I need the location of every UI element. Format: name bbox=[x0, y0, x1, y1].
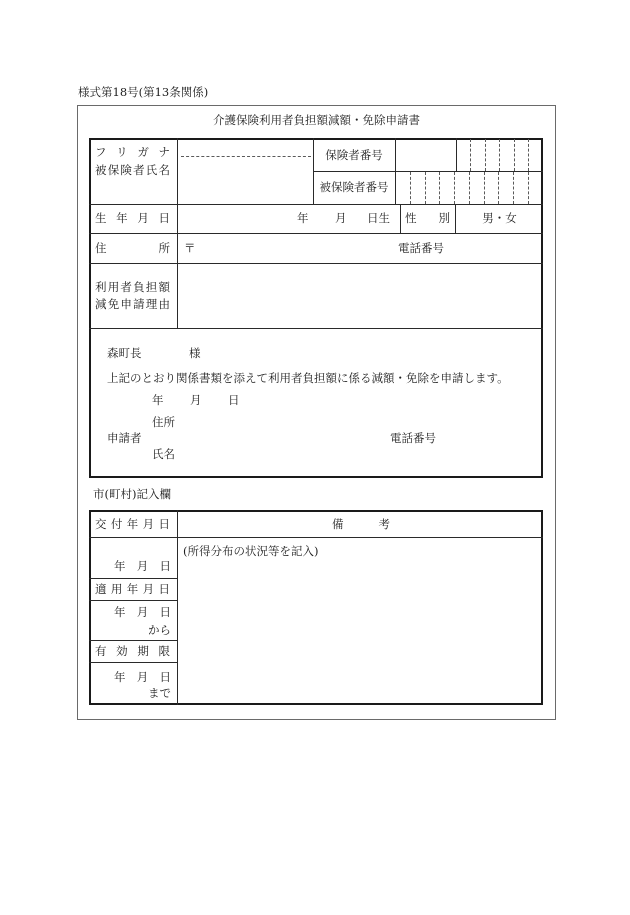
label-character: 日 bbox=[159, 605, 171, 619]
label-character: 適 bbox=[95, 582, 107, 596]
insured-name-label bbox=[95, 163, 170, 177]
label-character: 理 bbox=[145, 297, 158, 311]
insured-number-digit-divider bbox=[469, 172, 470, 204]
until-suffix: まで bbox=[148, 686, 171, 700]
applicant-address-label: 住所 bbox=[152, 415, 175, 429]
addressee: 森町長 bbox=[107, 346, 142, 360]
office-use-heading: 市(町村)記入欄 bbox=[93, 487, 171, 501]
insured-number-digit-divider bbox=[498, 172, 499, 204]
remarks-field bbox=[178, 538, 542, 704]
label-character: 険 bbox=[120, 163, 132, 177]
label-character: 免 bbox=[107, 297, 120, 311]
applicant-phone-label: 電話番号 bbox=[390, 431, 436, 445]
label-character: 利 bbox=[95, 280, 107, 294]
insured-number-digit-divider bbox=[439, 172, 440, 204]
validity-label bbox=[95, 644, 170, 658]
issue-date-label bbox=[95, 517, 170, 531]
form-number: 様式第18号(第13条関係) bbox=[78, 85, 209, 99]
label-character: 保 bbox=[107, 163, 120, 177]
label-character: 者 bbox=[133, 163, 145, 177]
label-character: 用 bbox=[110, 582, 123, 596]
label-character: 生 bbox=[95, 211, 107, 225]
insured-number-digit-divider bbox=[454, 172, 455, 204]
label-character: 担 bbox=[145, 280, 158, 294]
label-character: 月 bbox=[136, 670, 149, 684]
column-divider bbox=[400, 204, 401, 233]
label-character: 年 bbox=[126, 517, 139, 531]
gender-label bbox=[405, 211, 450, 225]
row-divider bbox=[89, 578, 177, 579]
declaration-statement: 上記のとおり関係書類を添えて利用者負担額に係る減額・免除を申請します。 bbox=[107, 371, 509, 385]
reason-label-line1 bbox=[95, 280, 170, 294]
label-character: 日 bbox=[159, 670, 171, 684]
insurer-number-digit-divider bbox=[470, 139, 471, 171]
label-character: 日 bbox=[158, 517, 170, 531]
label-character: 交 bbox=[95, 517, 107, 531]
row-divider bbox=[89, 600, 177, 601]
label-character: 氏 bbox=[145, 163, 158, 177]
birthdate-label bbox=[95, 211, 170, 225]
row-divider bbox=[89, 640, 177, 641]
validity-date-blank bbox=[114, 670, 171, 684]
declaration-month-unit: 月 bbox=[190, 393, 202, 407]
remarks-label bbox=[332, 517, 390, 531]
insured-number-label: 被保険者番号 bbox=[319, 180, 389, 194]
label-character: 月 bbox=[142, 517, 155, 531]
row-divider bbox=[89, 328, 543, 329]
declaration-day-unit: 日 bbox=[228, 393, 240, 407]
insured-number-digit-divider bbox=[513, 172, 514, 204]
label-character: 月 bbox=[137, 211, 149, 225]
label-character: ガ bbox=[137, 145, 149, 159]
label-character: 負 bbox=[133, 280, 145, 294]
label-character: 限 bbox=[158, 644, 170, 658]
label-character: 日 bbox=[158, 582, 170, 596]
label-character: 有 bbox=[95, 644, 107, 658]
from-suffix: から bbox=[148, 623, 171, 637]
label-character: 申 bbox=[120, 297, 132, 311]
label-character: 月 bbox=[136, 605, 149, 619]
row-divider bbox=[89, 204, 543, 205]
column-divider bbox=[456, 138, 457, 171]
phone-label: 電話番号 bbox=[398, 241, 444, 255]
column-divider bbox=[395, 138, 396, 204]
birthdate-month-unit: 月 bbox=[335, 211, 347, 225]
form-title: 介護保険利用者負担額減額・免除申請書 bbox=[213, 113, 420, 127]
row-divider bbox=[89, 662, 177, 663]
applicant-label: 申請者 bbox=[107, 431, 142, 445]
label-character: フ bbox=[95, 145, 107, 159]
label-character: 年 bbox=[126, 582, 139, 596]
birthdate-day-unit: 日生 bbox=[367, 211, 390, 225]
reason-label-line2 bbox=[95, 297, 170, 311]
label-character: 被 bbox=[95, 163, 107, 177]
insured-name-field bbox=[178, 157, 312, 203]
number-row-divider bbox=[313, 171, 543, 172]
insured-number-digit-divider bbox=[528, 172, 529, 204]
furigana-label bbox=[95, 145, 170, 159]
label-character: 日 bbox=[158, 211, 170, 225]
label-character: 年 bbox=[114, 605, 126, 619]
postal-mark: 〒 bbox=[184, 241, 196, 255]
insured-number-digit-divider bbox=[484, 172, 485, 204]
label-character: 年 bbox=[114, 559, 126, 573]
applicable-date-blank bbox=[114, 605, 171, 619]
declaration-year-unit: 年 bbox=[152, 393, 164, 407]
label-character: 請 bbox=[133, 297, 145, 311]
insured-number-digit-divider bbox=[410, 172, 411, 204]
label-character: 年 bbox=[114, 670, 126, 684]
label-character: ナ bbox=[158, 145, 170, 159]
label-character: 付 bbox=[110, 517, 123, 531]
label-character: 住 bbox=[95, 241, 107, 255]
label-character: 額 bbox=[158, 280, 170, 294]
honorific: 様 bbox=[189, 346, 201, 360]
insured-number-digit-divider bbox=[425, 172, 426, 204]
insurer-number-digit-divider bbox=[485, 139, 486, 171]
label-character: リ bbox=[116, 145, 128, 159]
label-character: 由 bbox=[158, 297, 170, 311]
label-character: 所 bbox=[158, 241, 170, 255]
furigana-field bbox=[178, 139, 312, 156]
remarks-note: (所得分布の状況等を記入) bbox=[183, 544, 319, 558]
label-character: 備 bbox=[332, 517, 344, 531]
label-character: 効 bbox=[116, 644, 128, 658]
label-character: 考 bbox=[378, 517, 390, 531]
reason-field bbox=[178, 264, 542, 327]
insurer-number-digit-divider bbox=[514, 139, 515, 171]
applicant-name-label: 氏名 bbox=[152, 447, 175, 461]
address-label bbox=[95, 241, 170, 255]
label-character: 名 bbox=[158, 163, 170, 177]
label-character: 年 bbox=[116, 211, 128, 225]
label-character: 性 bbox=[405, 211, 417, 225]
label-character: 減 bbox=[95, 297, 107, 311]
label-character: 日 bbox=[159, 559, 171, 573]
label-character: 用 bbox=[107, 280, 120, 294]
label-character: 別 bbox=[438, 211, 450, 225]
insurer-number-digit-divider bbox=[499, 139, 500, 171]
label-character: 月 bbox=[142, 582, 155, 596]
issue-date-blank bbox=[114, 559, 171, 573]
label-character: 期 bbox=[137, 644, 149, 658]
label-character: 者 bbox=[120, 280, 132, 294]
birthdate-year-unit: 年 bbox=[297, 211, 309, 225]
applicable-date-label bbox=[95, 582, 170, 596]
label-character: 月 bbox=[136, 559, 149, 573]
insurer-number-digit-divider bbox=[528, 139, 529, 171]
insurer-number-label: 保険者番号 bbox=[325, 148, 383, 162]
address-field bbox=[196, 234, 386, 262]
gender-options: 男・女 bbox=[482, 211, 517, 225]
